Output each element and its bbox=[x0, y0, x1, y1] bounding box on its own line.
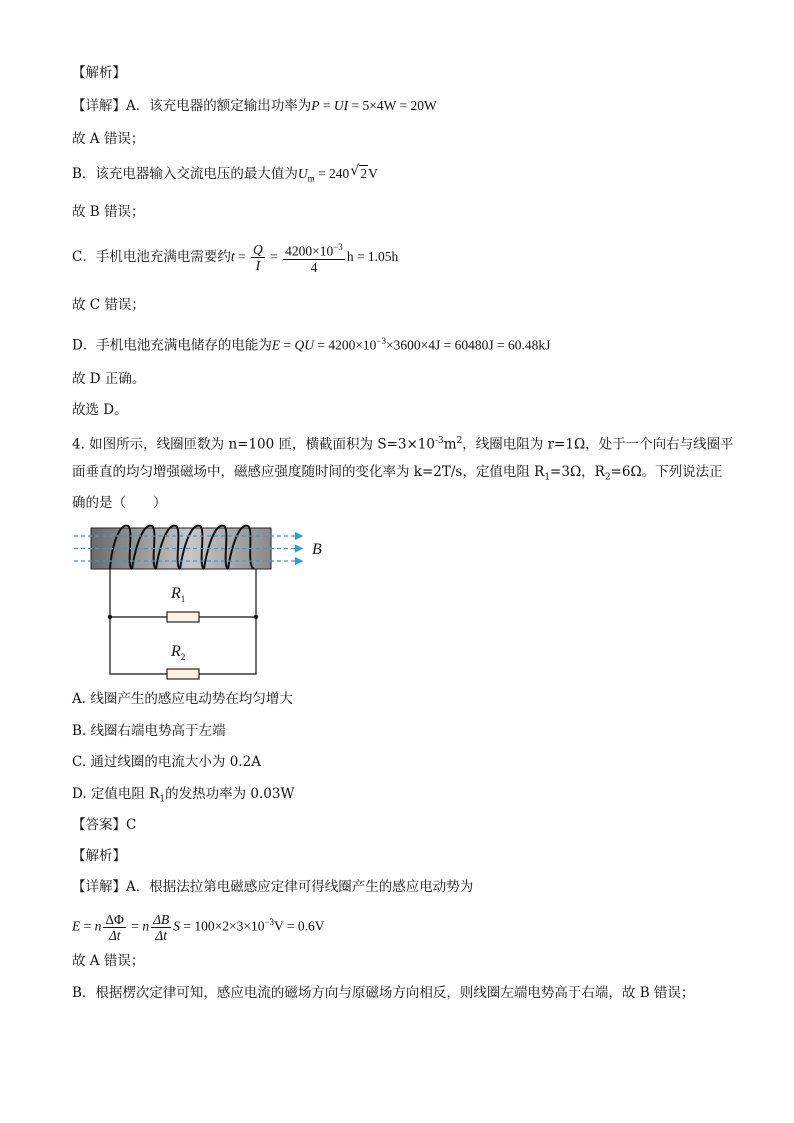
opt-d-b: 的发热功率为 0.03W bbox=[165, 786, 295, 802]
detail-a-text: 【详解】A．该充电器的额定输出功率为 bbox=[72, 98, 312, 114]
question-4-line-2 bbox=[72, 462, 723, 488]
formula-p: P bbox=[311, 98, 320, 113]
junction-right bbox=[254, 615, 258, 619]
emf-n2: n bbox=[142, 918, 150, 934]
r2-sub: 2 bbox=[180, 652, 186, 662]
fraction-charge-den: 4 bbox=[310, 259, 318, 275]
formula-u: U bbox=[297, 166, 308, 181]
q4-l1-sup2: 2 bbox=[456, 436, 463, 446]
frac-dt2: Δt bbox=[155, 927, 167, 943]
emf-formula-line bbox=[72, 905, 325, 944]
opt-d-sub: 1 bbox=[159, 794, 166, 805]
emf-n1: n bbox=[94, 918, 102, 934]
frac-dphi: ΔΦ bbox=[105, 911, 124, 927]
q4-l1-end: ，线圈电阻为 r=1Ω，处于一个向右与线圈平 bbox=[462, 436, 734, 453]
formula-um-unit: V bbox=[368, 166, 378, 181]
junction-left bbox=[108, 615, 112, 619]
formula-t: t bbox=[230, 248, 235, 264]
option-b: B. 线圈右端电势高于左端 bbox=[72, 723, 226, 739]
emf-s: S bbox=[173, 918, 180, 934]
detail-2-a-line: 【详解】A．根据法拉第电磁感应定律可得线圈产生的感应电动势为 bbox=[72, 879, 474, 895]
formula-t-rest: h = 1.05h bbox=[346, 248, 399, 264]
sqrt-symbol: √ 2 bbox=[350, 163, 368, 181]
c-line bbox=[72, 240, 398, 275]
formula-e-sup: −3 bbox=[376, 336, 387, 346]
fraction-i: I bbox=[255, 257, 261, 273]
formula-e-rest: ×3600×4J = 60480J = 60.48kJ bbox=[386, 337, 551, 353]
formula-e-val: = 4200×10 bbox=[313, 337, 377, 353]
fraction-charge bbox=[283, 240, 345, 275]
q4-l1-a: 4. 如图所示，线圈匝数为 n=100 匝，横截面积为 S=3×10 bbox=[72, 436, 435, 453]
resistor-r1-label bbox=[170, 585, 185, 604]
b-line bbox=[72, 164, 378, 189]
resistor-r2-label bbox=[170, 643, 185, 662]
b2-line: B．根据楞次定律可知，感应电流的磁场方向与原磁场方向相反，则线圈左端电势高于右端，故 B 错误； bbox=[72, 985, 695, 1001]
r1-letter: R bbox=[171, 585, 181, 602]
detail-a-line bbox=[72, 96, 437, 116]
emf-e: E bbox=[72, 918, 81, 934]
q4-l1-sup: -3 bbox=[434, 436, 444, 446]
formula-ui: UI bbox=[333, 98, 349, 113]
fraction-db-dt bbox=[151, 912, 171, 943]
r2-letter: R bbox=[171, 643, 181, 660]
answer-line: 【答案】C bbox=[72, 817, 137, 833]
emf-sup: −3 bbox=[264, 917, 275, 927]
field-label-b: B bbox=[312, 541, 322, 558]
resistor-r1 bbox=[167, 612, 199, 622]
b-wrong: 故 B 错误； bbox=[72, 204, 145, 220]
formula-t-eq: = bbox=[234, 248, 249, 264]
b-text: B．该充电器输入交流电压的最大值为 bbox=[72, 166, 298, 182]
frac-dt1: Δt bbox=[108, 927, 121, 943]
formula-e-eq: = bbox=[280, 337, 295, 353]
question-4-line-1 bbox=[72, 431, 734, 455]
q4-l2-sub2: 2 bbox=[604, 472, 611, 483]
fraction-dphi-dt bbox=[103, 912, 126, 943]
emf-eq2: = bbox=[127, 918, 143, 934]
r1-sub: 1 bbox=[180, 594, 186, 604]
fraction-charge-num: 4200×10 bbox=[285, 243, 334, 259]
option-d bbox=[72, 784, 294, 810]
formula-um-sub: m bbox=[307, 173, 315, 184]
formula-power-rest: = 5×4W = 20W bbox=[348, 98, 437, 113]
formula-qu: QU bbox=[294, 337, 314, 353]
formula-eq: = bbox=[319, 98, 334, 113]
jiexi-heading-1: 【解析】 bbox=[72, 65, 126, 81]
d-right: 故 D 正确。 bbox=[72, 371, 146, 387]
q4-l1-m: m bbox=[443, 436, 457, 453]
emf-val: = 100×2×3×10 bbox=[179, 918, 265, 934]
sqrt-radicand: 2 bbox=[360, 166, 368, 181]
fraction-q-over-i bbox=[251, 242, 265, 273]
d-text: D．手机电池充满电储存的电能为 bbox=[72, 337, 272, 354]
formula-um-eq: = 240 bbox=[314, 166, 350, 181]
formula-t-eq2: = bbox=[266, 248, 282, 264]
q4-l2-sub1: 1 bbox=[544, 472, 551, 483]
emf-eq1: = bbox=[80, 918, 95, 934]
formula-e: E bbox=[271, 337, 281, 353]
q4-l2-a: 面垂直的均匀增强磁场中，磁感应强度随时间的变化率为 k=2T/s，定值电阻 R bbox=[72, 464, 545, 480]
q4-l2-c: =6Ω。下列说法正 bbox=[610, 464, 723, 480]
fraction-charge-sup: −3 bbox=[333, 242, 343, 252]
option-c: C. 通过线圈的电流大小为 0.2A bbox=[72, 754, 261, 770]
opt-d-a: D. 定值电阻 R bbox=[72, 786, 160, 802]
resistor-r2 bbox=[167, 669, 199, 679]
frac-db: ΔB bbox=[153, 911, 170, 927]
d-line bbox=[72, 331, 550, 356]
c-text: C．手机电池充满电需要约 bbox=[72, 248, 231, 265]
question-4-line-3: 确的是（ ） bbox=[72, 495, 167, 511]
option-a: A. 线圈产生的感应电动势在均匀增大 bbox=[72, 691, 293, 707]
emf-rest: V = 0.6V bbox=[274, 918, 325, 934]
circuit-figure bbox=[72, 518, 332, 683]
jiexi-heading-2: 【解析】 bbox=[72, 848, 126, 864]
a-wrong: 故 A 错误； bbox=[72, 131, 145, 147]
a2-wrong: 故 A 错误； bbox=[72, 953, 145, 969]
fraction-q: Q bbox=[252, 241, 263, 257]
q4-l2-b: =3Ω，R bbox=[550, 464, 605, 480]
choose-d: 故选 D。 bbox=[72, 402, 128, 418]
c-wrong: 故 C 错误； bbox=[72, 297, 145, 313]
